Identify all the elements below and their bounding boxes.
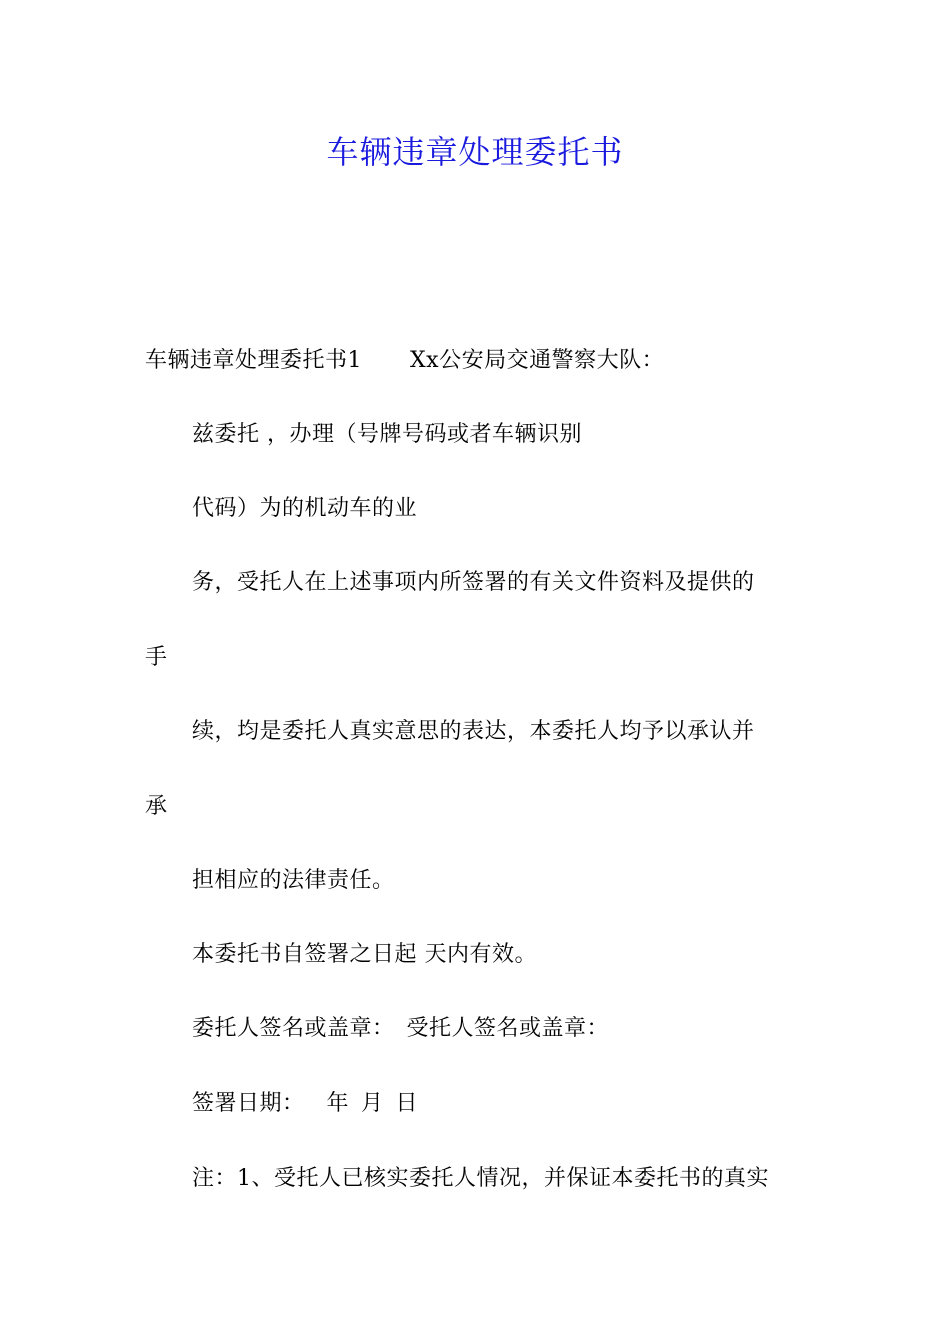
date-year: 年 (326, 1091, 350, 1116)
date-label: 签署日期： (192, 1091, 305, 1116)
heading-line-part1: 车辆违章处理委托书1 (145, 348, 362, 373)
heading-line (145, 346, 664, 376)
date-day: 日 (395, 1091, 419, 1116)
agent-signature-label: 受托人签名或盖章： (406, 1016, 610, 1041)
date-line (192, 1089, 418, 1119)
paragraph-4: 续，均是委托人真实意思的表达，本委托人均予以承认并 (192, 719, 755, 744)
paragraph-2: 代码）为的机动车的业 (192, 496, 418, 521)
paragraph-4-wrap: 承 (145, 794, 168, 819)
date-month: 月 (361, 1091, 384, 1116)
paragraph-3: 务，受托人在上述事项内所签署的有关文件资料及提供的 (192, 570, 755, 595)
signature-line (192, 1014, 609, 1044)
document-title: 车辆违章处理委托书 (326, 133, 624, 171)
note-paragraph: 注：1、受托人已核实委托人情况，并保证本委托书的真实 (192, 1166, 769, 1191)
paragraph-1: 兹委托 ，办理（号牌号码或者车辆识别 (192, 422, 582, 447)
heading-line-addressee: Xx公安局交通警察大队： (410, 348, 665, 373)
principal-signature-label: 委托人签名或盖章： (192, 1016, 395, 1041)
validity-paragraph: 本委托书自签署之日起 天内有效。 (192, 942, 537, 967)
paragraph-5: 担相应的法律责任。 (192, 868, 395, 893)
paragraph-3-wrap: 手 (145, 645, 168, 670)
